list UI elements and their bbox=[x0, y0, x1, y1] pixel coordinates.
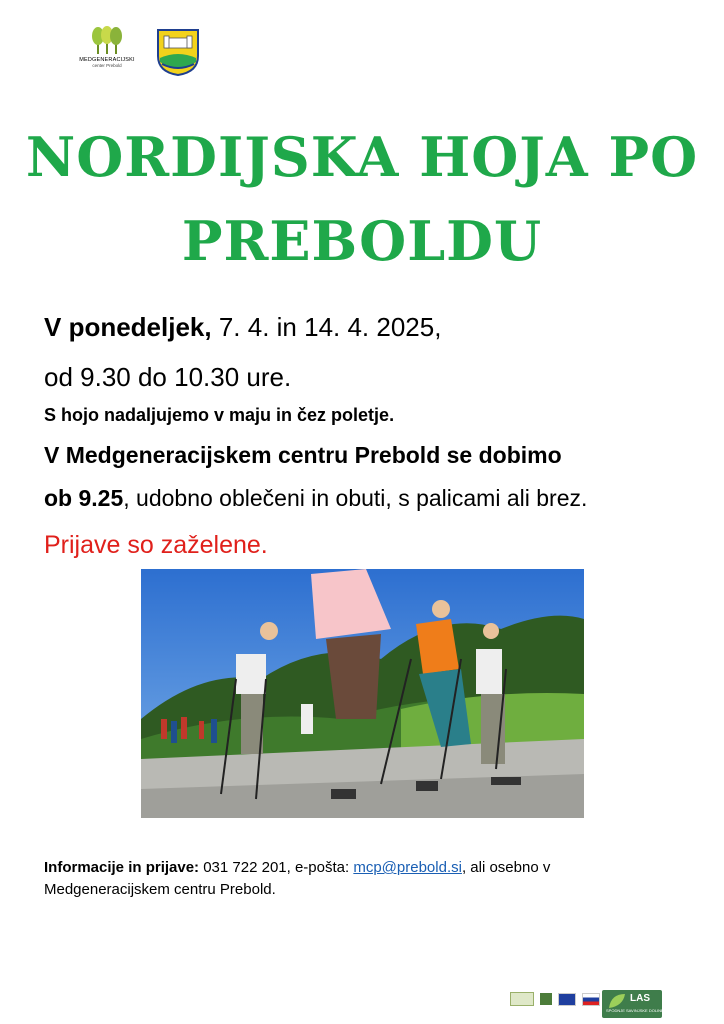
leader-logo-icon bbox=[540, 993, 552, 1005]
las-logo bbox=[602, 990, 662, 1018]
registration-note: Prijave so zaželene. bbox=[44, 531, 268, 559]
meeting-instructions: , udobno oblečeni in obuti, s palicami ali brez. bbox=[123, 485, 588, 511]
eu-flag-icon bbox=[558, 993, 576, 1006]
las-subtitle: SPODNJE SAVINJSKE DOLINE bbox=[606, 1008, 664, 1013]
event-dates bbox=[44, 312, 441, 343]
prebold-crest-icon bbox=[156, 28, 200, 76]
meeting-time bbox=[44, 485, 587, 512]
page-title-line-1: NORDIJSKA HOJA PO bbox=[25, 125, 699, 189]
slovenia-flag-icon bbox=[582, 993, 600, 1006]
date-values: 7. 4. in 14. 4. 2025, bbox=[211, 312, 442, 342]
funding-logos bbox=[510, 992, 600, 1006]
event-time: od 9.30 do 10.30 ure. bbox=[44, 362, 292, 392]
info-label: Informacije in prijave: bbox=[44, 859, 200, 876]
continuation-note: S hojo nadaljujemo v maju in čez poletje. bbox=[44, 405, 395, 425]
date-lead: V ponedeljek, bbox=[44, 312, 212, 342]
meeting-time-value: ob 9.25 bbox=[44, 485, 124, 511]
meeting-place: V Medgeneracijskem centru Prebold se dobimo bbox=[44, 442, 562, 468]
trees-icon bbox=[90, 26, 124, 56]
info-text-2: , ali osebno v bbox=[461, 859, 551, 876]
nordic-walking-photo bbox=[141, 569, 584, 818]
info-phone-text: 031 722 201, e-pošta: bbox=[199, 859, 354, 876]
logo-name: MEDGENERACIJSKI bbox=[79, 57, 135, 63]
info-text-3: Medgeneracijskem centru Prebold. bbox=[44, 881, 276, 898]
las-title: LAS bbox=[630, 993, 650, 1004]
contact-info bbox=[44, 857, 684, 901]
eafrd-logo-icon bbox=[510, 992, 534, 1006]
email-link[interactable]: mcp@prebold.si bbox=[353, 859, 462, 876]
medgeneracijski-center-logo bbox=[76, 26, 138, 76]
logo-subtitle: center Prebold bbox=[92, 63, 122, 68]
page-title-line-2: PREBOLDU bbox=[181, 209, 543, 273]
